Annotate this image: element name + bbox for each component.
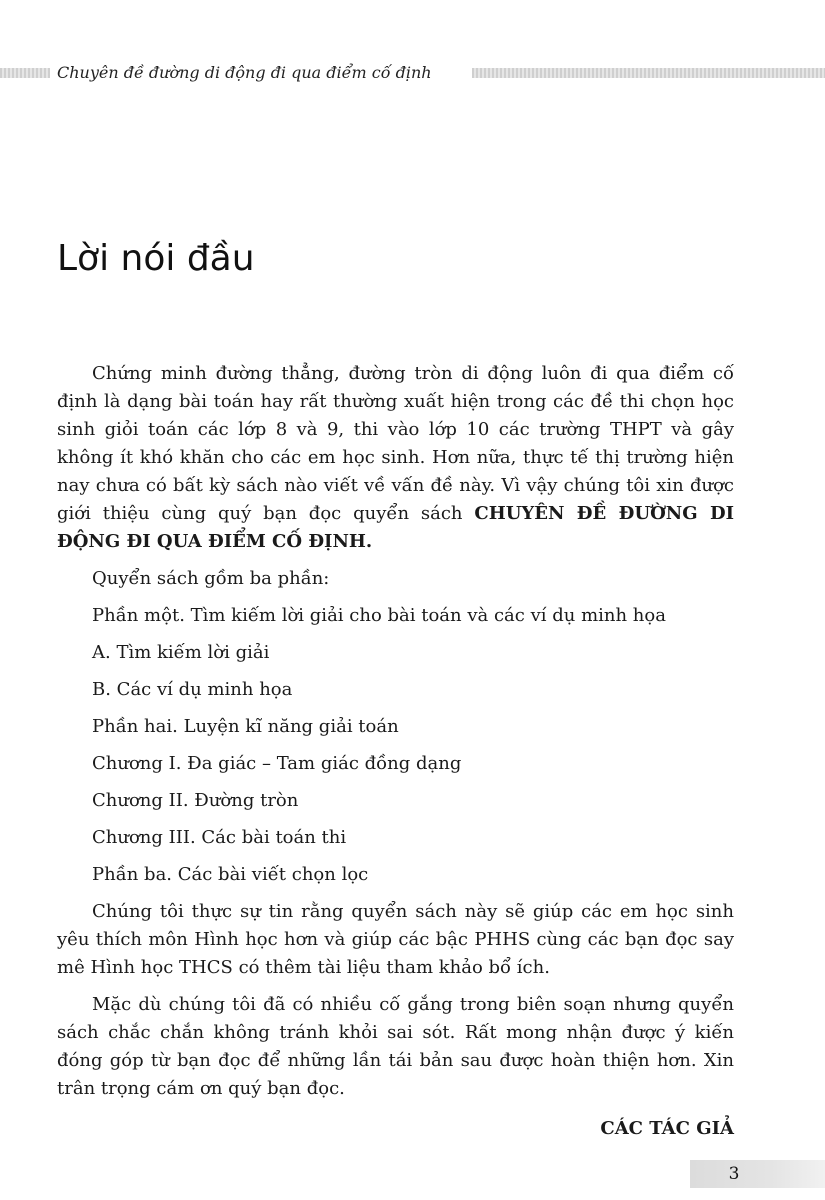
- book-title: CHUYÊN ĐỀ ĐƯỜNG DI ĐỘNG ĐI QUA ĐIỂM CỐ ĐỊNH.: [57, 503, 734, 552]
- running-header-title: Chuyên đề đường di động đi qua điểm cố định: [57, 63, 432, 82]
- outline-intro: Quyển sách gồm ba phần:: [92, 568, 330, 589]
- outline-section-a: A. Tìm kiếm lời giải: [92, 642, 270, 663]
- page-number-tab: [690, 1160, 825, 1188]
- preface-body: [57, 360, 734, 1143]
- running-header: [0, 62, 825, 84]
- page-number: 3: [728, 1164, 740, 1184]
- outline-part-two: Phần hai. Luyện kĩ năng giải toán: [92, 716, 399, 737]
- intro-paragraph: [57, 360, 734, 556]
- outline-chapter-3: Chương III. Các bài toán thi: [92, 827, 347, 848]
- intro-text: Chứng minh đường thẳng, đường tròn di động luôn đi qua điểm cố định là dạng bài toán hay rất thường xuất hiện trong các đề thi chọn học sinh giỏi toán các lớp 8 và 9, thi vào lớp 10 các trường THPT và gây không ít khó khăn cho các em học sinh. Hơn nữa, thực tế thị trường hiện nay chưa có bất kỳ sách nào viết về vấn đề này. Vì vậy chúng tôi xin được giới thiệu cùng quý bạn đọc quyển sách: [57, 363, 734, 524]
- outline-part-three: Phần ba. Các bài viết chọn lọc: [92, 864, 369, 885]
- closing-paragraph: Chúng tôi thực sự tin rằng quyển sách này sẽ giúp các em học sinh yêu thích môn Hình học hơn và giúp các bậc PHHS cùng các bạn đọc say mê Hình học THCS có thêm tài liệu tham khảo bổ ích.: [57, 901, 734, 978]
- outline-section-b: B. Các ví dụ minh họa: [92, 679, 293, 700]
- signature: CÁC TÁC GIẢ: [600, 1118, 734, 1139]
- header-decorative-bar-right: [472, 68, 825, 78]
- header-decorative-bar-left: [0, 68, 50, 78]
- outline-part-one: Phần một. Tìm kiếm lời giải cho bài toán và các ví dụ minh họa: [92, 605, 666, 626]
- outline-chapter-2: Chương II. Đường tròn: [92, 790, 299, 811]
- page-title: Lời nói đầu: [57, 238, 255, 279]
- closing-paragraph: Mặc dù chúng tôi đã có nhiều cố gắng trong biên soạn nhưng quyển sách chắc chắn không tránh khỏi sai sót. Rất mong nhận được ý kiến đóng góp từ bạn đọc để những lần tái bản sau được hoàn thiện hơn. Xin trân trọng cám ơn quý bạn đọc.: [57, 994, 734, 1099]
- outline-chapter-1: Chương I. Đa giác – Tam giác đồng dạng: [92, 753, 462, 774]
